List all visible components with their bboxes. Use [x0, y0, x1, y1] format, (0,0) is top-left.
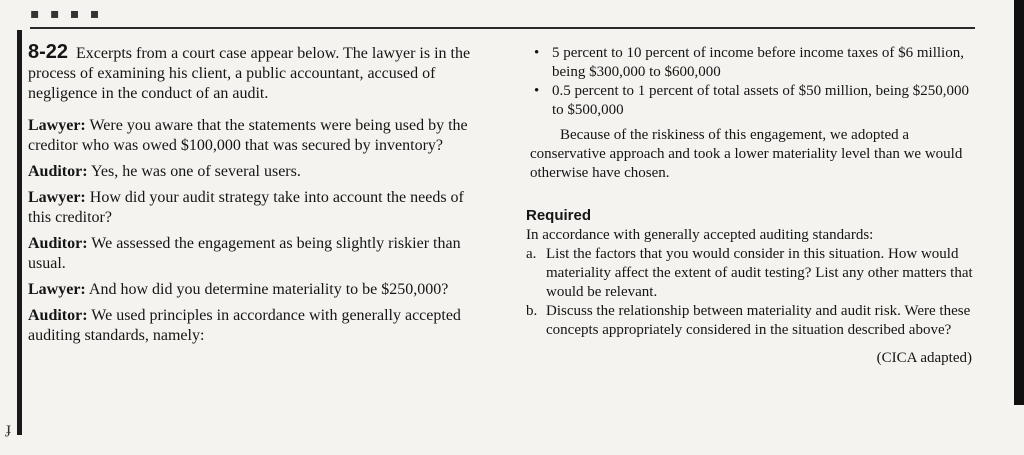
question-text: Discuss the relationship between materiality and audit risk. Were these concepts appropriately considered in the situation described above?: [546, 303, 971, 338]
dialogue-text: We used principles in accordance with generally accepted auditing standards, namely:: [28, 307, 461, 344]
left-column: [28, 42, 486, 346]
question-letter: a.: [526, 246, 537, 262]
dialogue-text: And how did you determine materiality to be $250,000?: [88, 281, 449, 298]
question-item: [526, 245, 980, 302]
dialogue-line: [28, 116, 486, 156]
page-spine-shadow: [17, 30, 22, 435]
speaker-label: Auditor:: [28, 235, 88, 252]
speaker-label: Lawyer:: [28, 281, 86, 298]
top-rule: [30, 27, 975, 29]
speaker-label: Auditor:: [28, 163, 88, 180]
bullet-item: • 0.5 percent to 1 percent of total assets of $50 million, being $250,000 to $500,000: [530, 82, 980, 120]
bottom-margin-mark: ɟ: [6, 420, 12, 437]
dialogue-text: How did your audit strategy take into account the needs of this creditor?: [28, 189, 464, 226]
right-column: [526, 44, 980, 367]
question-item: [526, 302, 980, 340]
required-intro: In accordance with generally accepted auditing standards:: [526, 227, 874, 243]
scan-top-marks: ▪ ▪ ▪ ▪: [30, 6, 103, 22]
question-list: [526, 245, 980, 340]
problem-intro: [28, 42, 486, 104]
speaker-label: Lawyer:: [28, 117, 86, 134]
required-heading: Required: [526, 207, 592, 224]
bullet-item: • 5 percent to 10 percent of income before income taxes of $6 million, being $300,000 to $600,000: [530, 44, 980, 82]
dialogue-line: [28, 234, 486, 274]
dialogue-text: We assessed the engagement as being slightly riskier than usual.: [28, 235, 461, 272]
dialogue-text: Were you aware that the statements were being used by the creditor who was owed $100,000 that was secured by inventory?: [28, 117, 468, 154]
dialogue-line: [28, 162, 486, 182]
problem-intro-text: Excerpts from a court case appear below. The lawyer is in the process of examining his client, a public accountant, accused of negligence in the conduct of an audit.: [28, 45, 471, 102]
problem-number: 8-22: [28, 41, 69, 63]
right-edge-shadow: [1014, 0, 1024, 405]
dialogue-text: Yes, he was one of several users.: [90, 163, 301, 180]
dialogue-line: [28, 280, 486, 300]
source-citation: (CICA adapted): [876, 350, 972, 366]
dialogue-line: [28, 188, 486, 228]
materiality-bullets: [530, 44, 980, 120]
dialogue-line: [28, 306, 486, 346]
auditor-continuation: Because of the riskiness of this engagement, we adopted a conservative approach and took a lower materiality level than we would otherwise have chosen.: [530, 127, 963, 181]
question-letter: b.: [526, 303, 538, 319]
speaker-label: Auditor:: [28, 307, 88, 324]
question-text: List the factors that you would consider in this situation. How would materiality affect the extent of audit testing? List any other matters that would be relevant.: [546, 246, 973, 300]
speaker-label: Lawyer:: [28, 189, 86, 206]
